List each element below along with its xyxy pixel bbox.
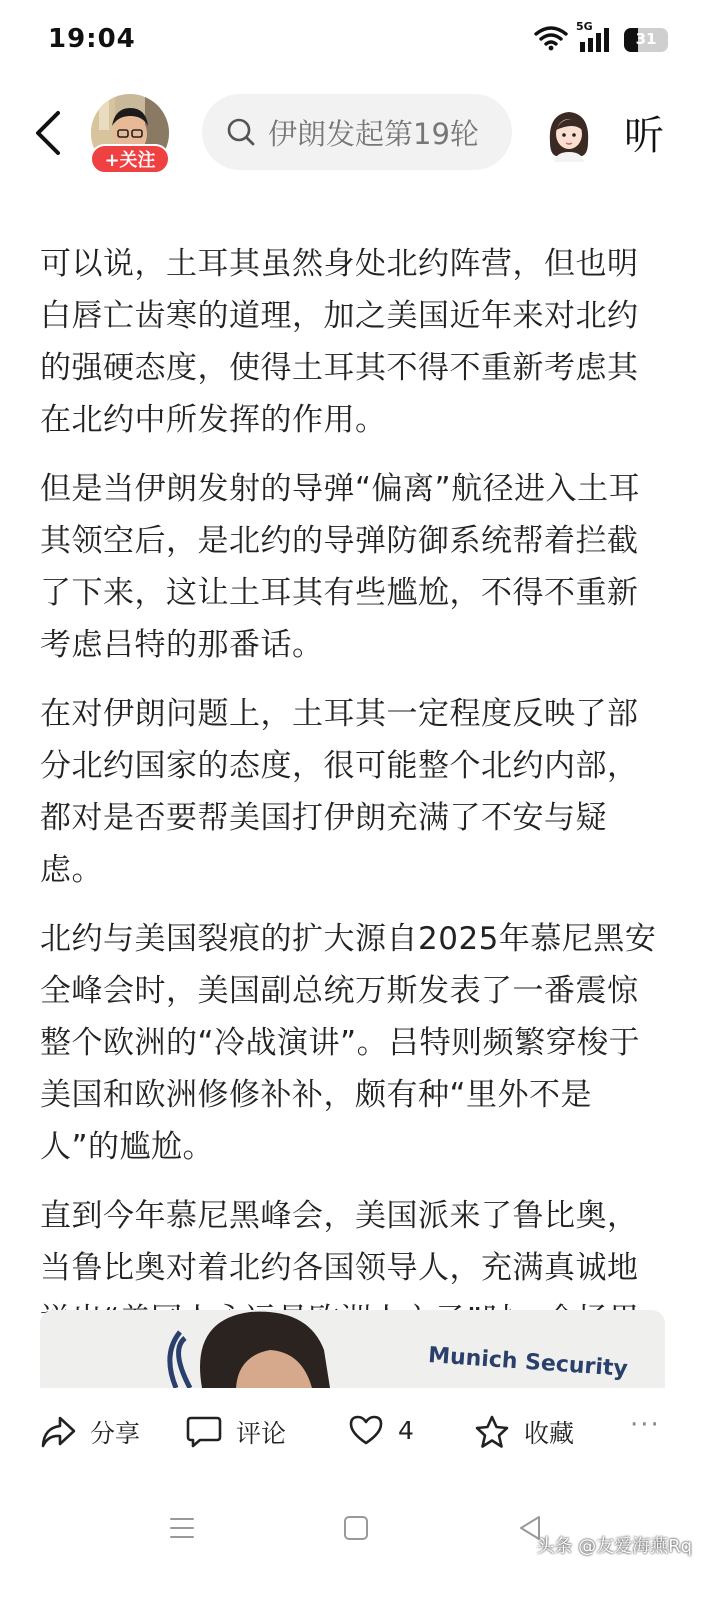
article-paragraph: 北约与美国裂痕的扩大源自2025年慕尼黑安全峰会时，美国副总统万斯发表了一番震惊整个欧洲的“冷战演讲”。吕特则频繁穿梭于美国和欧洲修修补补，颇有种“里外不是人”的尴尬。 [40, 921, 657, 1165]
status-bar [0, 0, 720, 80]
back-button[interactable] [28, 108, 68, 158]
signal-icon [576, 20, 614, 54]
search-input[interactable] [202, 94, 512, 170]
author-avatar-group[interactable] [88, 94, 172, 174]
heart-icon [348, 1414, 384, 1446]
favorite-button[interactable] [474, 1414, 574, 1450]
comment-button[interactable] [186, 1414, 286, 1450]
article-image[interactable] [40, 1310, 665, 1388]
like-button[interactable] [348, 1414, 414, 1446]
network-type-label: 5G [576, 20, 593, 33]
article-paragraph: 但是当伊朗发射的导弹“偏离”航径进入土耳其领空后，是北约的导弹防御系统帮着拦截了下来，这让土耳其有些尴尬，不得不重新考虑吕特的那番话。 [40, 471, 641, 663]
search-text: 伊朗发起第19轮 [268, 116, 479, 151]
more-options-button[interactable]: ··· [630, 1410, 661, 1440]
article-paragraph: 直到今年慕尼黑峰会，美国派来了鲁比奥，当鲁比奥对着北约各国领导人，充满真诚地 [40, 1198, 639, 1286]
listen-button[interactable]: 听 [624, 113, 664, 159]
battery-icon [624, 28, 668, 52]
wifi-icon [534, 25, 568, 55]
article-header [0, 88, 720, 178]
article-paragraph: 可以说，土耳其虽然身处北约阵营，但也明白唇亡齿寒的道理，加之美国近年来对北约的强硬态度，使得土耳其不得不重新考虑其在北约中所发挥的作用。 [40, 246, 639, 438]
share-button[interactable] [40, 1414, 140, 1450]
action-bar [0, 1388, 720, 1476]
menu-nav-button[interactable] [162, 1508, 202, 1548]
menu-icon [169, 1516, 195, 1540]
home-nav-button[interactable] [336, 1508, 376, 1548]
chevron-left-icon [33, 110, 63, 156]
comment-label: 评论 [236, 1419, 287, 1448]
battery-percent: 31 [635, 30, 657, 48]
status-time: 19:04 [48, 24, 136, 54]
status-icons [534, 20, 668, 56]
article-body [40, 238, 668, 1415]
image-caption: Munich Security [427, 1343, 629, 1382]
comment-icon [186, 1415, 222, 1449]
star-icon [474, 1415, 510, 1449]
share-label: 分享 [90, 1419, 141, 1448]
watermark-text: 头条 @友爱海燕Rq [536, 1536, 692, 1557]
system-nav-bar [0, 1490, 720, 1604]
follow-button[interactable]: +关注 [90, 144, 170, 174]
article-paragraph: 在对伊朗问题上，土耳其一定程度反映了部分北约国家的态度，很可能整个北约内部，都对是否要帮美国打伊朗充满了不安与疑虑。 [40, 696, 639, 888]
listen-anchor-avatar[interactable] [544, 106, 594, 162]
search-icon [226, 117, 256, 147]
favorite-label: 收藏 [524, 1419, 575, 1448]
square-icon [343, 1515, 369, 1541]
like-count: 4 [398, 1415, 414, 1445]
share-icon [40, 1415, 76, 1449]
